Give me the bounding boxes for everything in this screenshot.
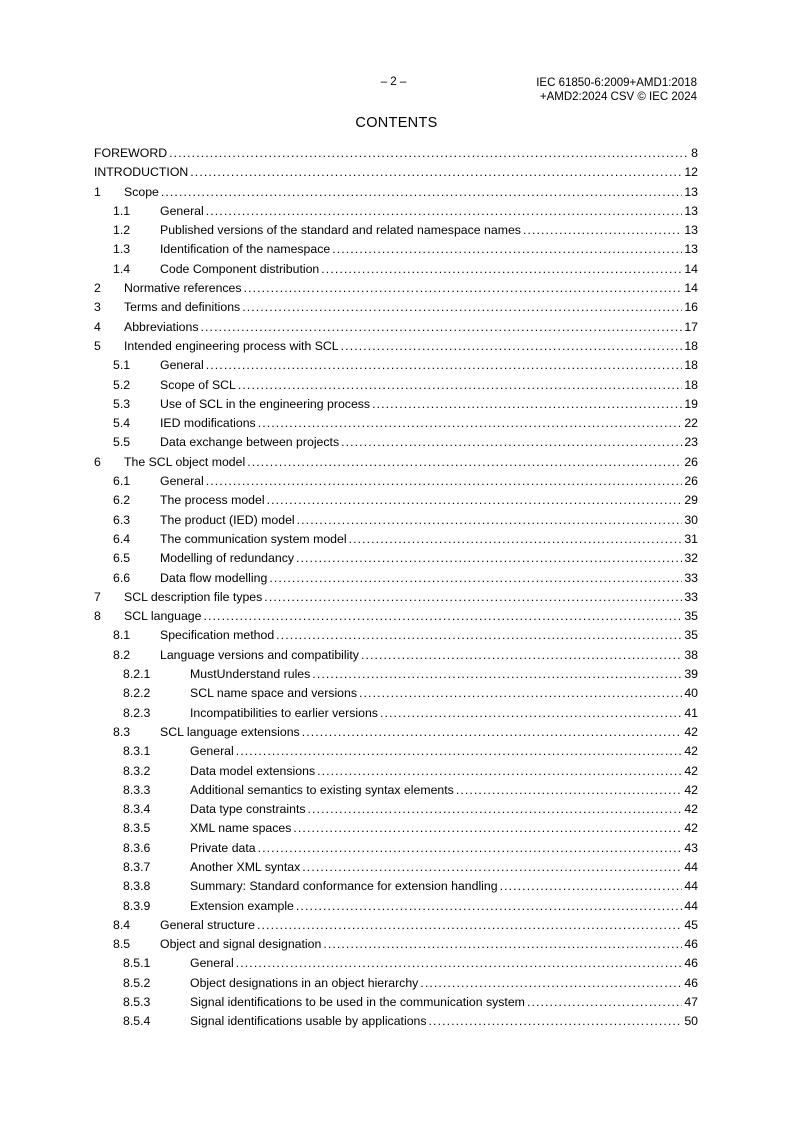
- toc-entry-page: 19: [684, 396, 698, 411]
- toc-entry[interactable]: [94, 764, 698, 783]
- toc-entry-title: Object designations in an object hierarchy: [190, 975, 419, 990]
- toc-entry-number: 1.1: [113, 203, 131, 218]
- toc-entry-title: Scope: [124, 184, 159, 199]
- toc-dot-leader: [258, 841, 683, 855]
- toc-entry-page: 31: [684, 531, 698, 546]
- toc-entry-title: The communication system model: [160, 531, 347, 546]
- toc-dot-leader: [236, 956, 683, 970]
- toc-dot-leader: [269, 571, 682, 585]
- toc-entry-number: 5.3: [113, 396, 131, 411]
- toc-entry[interactable]: [94, 300, 698, 319]
- toc-dot-leader: [523, 223, 682, 237]
- toc-dot-leader: [242, 300, 682, 314]
- toc-entry[interactable]: [94, 223, 698, 242]
- toc-entry-title: Another XML syntax: [190, 859, 301, 874]
- toc-entry-number: 8.2: [113, 647, 131, 662]
- toc-dot-leader: [349, 532, 683, 546]
- toc-entry-number: 5.2: [113, 377, 131, 392]
- toc-entry[interactable]: [94, 956, 698, 975]
- toc-entry[interactable]: [94, 628, 698, 647]
- toc-dot-leader: [206, 204, 683, 218]
- toc-entry-number: 8.5: [113, 937, 131, 952]
- toc-dot-leader: [456, 783, 682, 797]
- toc-entry-number: 1.2: [113, 223, 131, 238]
- toc-entry-number: 4: [94, 319, 101, 334]
- toc-entry-title: Normative references: [124, 281, 242, 296]
- toc-entry-page: 13: [684, 203, 698, 218]
- toc-dot-leader: [264, 590, 682, 604]
- toc-entry-title: Data flow modelling: [160, 570, 268, 585]
- toc-entry-title: Intended engineering process with SCL: [124, 338, 339, 353]
- toc-entry-number: 8.5.2: [123, 975, 151, 990]
- toc-dot-leader: [341, 339, 683, 353]
- toc-entry-page: 30: [684, 512, 698, 527]
- toc-dot-leader: [244, 281, 683, 295]
- toc-entry-title: IED modifications: [160, 416, 256, 431]
- toc-entry-page: 42: [684, 744, 698, 759]
- toc-dot-leader: [247, 455, 682, 469]
- toc-entry-number: 8.3.8: [123, 879, 151, 894]
- toc-entry-title: General: [190, 744, 234, 759]
- toc-entry-number: 8: [94, 609, 101, 624]
- toc-entry-page: 13: [684, 242, 698, 257]
- toc-entry[interactable]: [94, 281, 698, 300]
- toc-dot-leader: [420, 976, 682, 990]
- toc-dot-leader: [161, 185, 682, 199]
- toc-entry-number: 1: [94, 184, 101, 199]
- toc-entry[interactable]: [94, 416, 698, 435]
- toc-entry-number: 6.5: [113, 551, 131, 566]
- toc-entry-title: Terms and definitions: [124, 300, 241, 315]
- toc-entry-page: 22: [684, 416, 698, 431]
- toc-entry-page: 41: [684, 705, 698, 720]
- toc-entry-number: 5.1: [113, 358, 131, 373]
- toc-entry[interactable]: [94, 899, 698, 918]
- toc-entry-page: 17: [684, 319, 698, 334]
- toc-entry-page: 44: [684, 898, 698, 913]
- toc-entry-title: INTRODUCTION: [94, 165, 189, 180]
- toc-entry-title: General: [160, 358, 204, 373]
- toc-entry-page: 45: [684, 917, 698, 932]
- toc-entry-page: 46: [684, 956, 698, 971]
- toc-entry-title: Abbreviations: [124, 319, 199, 334]
- toc-dot-leader: [302, 725, 683, 739]
- toc-entry-number: 8.3.9: [123, 898, 151, 913]
- toc-dot-leader: [169, 146, 689, 160]
- toc-entry-number: 7: [94, 589, 101, 604]
- toc-entry[interactable]: [94, 783, 698, 802]
- toc-entry-page: 8: [691, 146, 698, 160]
- toc-entry-page: 50: [684, 1014, 698, 1029]
- toc-dot-leader: [190, 165, 682, 179]
- toc-entry-number: 5.4: [113, 416, 131, 431]
- toc-dot-leader: [308, 802, 683, 816]
- toc-entry-title: General: [190, 956, 234, 971]
- toc-dot-leader: [236, 744, 683, 758]
- toc-entry-number: 6.4: [113, 531, 131, 546]
- toc-entry-page: 33: [684, 589, 698, 604]
- toc-entry-page: 46: [684, 937, 698, 952]
- toc-entry-page: 44: [684, 879, 698, 894]
- toc-dot-leader: [296, 551, 682, 565]
- toc-entry-page: 18: [684, 358, 698, 373]
- toc-entry[interactable]: [94, 725, 698, 744]
- toc-entry[interactable]: [94, 204, 698, 223]
- toc-entry-title: Data exchange between projects: [160, 435, 340, 450]
- toc-dot-leader: [257, 918, 682, 932]
- toc-entry-title: Signal identifications usable by applications: [190, 1014, 427, 1029]
- toc-entry[interactable]: [94, 648, 698, 667]
- toc-entry-title: Code Component distribution: [160, 261, 320, 276]
- toc-entry-page: 14: [684, 261, 698, 276]
- toc-entry[interactable]: [94, 821, 698, 840]
- toc-entry-title: Use of SCL in the engineering process: [160, 396, 371, 411]
- toc-entry-number: 8.3.2: [123, 763, 151, 778]
- toc-entry[interactable]: [94, 937, 698, 956]
- toc-entry-number: 5: [94, 338, 101, 353]
- toc-entry-number: 8.3.7: [123, 859, 151, 874]
- toc-entry[interactable]: [94, 995, 698, 1014]
- toc-entry-page: 35: [684, 609, 698, 624]
- page-title: CONTENTS: [355, 115, 438, 131]
- toc-entry-page: 42: [684, 802, 698, 817]
- toc-dot-leader: [238, 378, 682, 392]
- toc-entry-number: 1.4: [113, 261, 131, 276]
- toc-entry-title: Identification of the namespace: [160, 242, 331, 257]
- toc-entry-title: SCL language extensions: [160, 724, 300, 739]
- toc-entry-page: 43: [684, 840, 698, 855]
- toc-entry-title: SCL language: [124, 609, 202, 624]
- toc-entry[interactable]: [94, 571, 698, 590]
- toc-entry-number: 8.3.5: [123, 821, 151, 836]
- toc-entry-page: 29: [684, 493, 698, 508]
- toc-entry[interactable]: [94, 455, 698, 474]
- toc-entry-number: 8.3.1: [123, 744, 151, 759]
- toc-entry-page: 42: [684, 724, 698, 739]
- toc-entry-page: 26: [684, 474, 698, 489]
- toc-dot-leader: [359, 686, 682, 700]
- toc-entry-number: 8.5.4: [123, 1014, 151, 1029]
- toc-entry[interactable]: [94, 551, 698, 570]
- toc-entry-title: General: [160, 474, 204, 489]
- toc-entry[interactable]: [94, 667, 698, 686]
- toc-entry-title: XML name spaces: [190, 821, 292, 836]
- toc-dot-leader: [341, 435, 682, 449]
- standard-designation: [536, 76, 697, 104]
- toc-entry[interactable]: [94, 493, 698, 512]
- toc-dot-leader: [201, 320, 683, 334]
- toc-entry-page: 47: [684, 995, 698, 1010]
- toc-dot-leader: [204, 609, 683, 623]
- toc-dot-leader: [297, 513, 683, 527]
- toc-dot-leader: [312, 667, 682, 681]
- toc-entry-page: 13: [684, 184, 698, 199]
- standard-line-2: +AMD2:2024 CSV © IEC 2024: [539, 91, 697, 103]
- toc-entry-title: The process model: [160, 493, 265, 508]
- toc-entry-page: 16: [684, 300, 698, 315]
- toc-entry-number: 2: [94, 281, 101, 296]
- toc-entry-page: 14: [684, 281, 698, 296]
- toc-entry-number: 6.2: [113, 493, 131, 508]
- toc-entry-title: Language versions and compatibility: [160, 647, 359, 662]
- toc-entry-number: 6.1: [113, 474, 131, 489]
- toc-entry-page: 44: [684, 859, 698, 874]
- toc-dot-leader: [500, 879, 683, 893]
- toc-entry[interactable]: [94, 146, 698, 165]
- table-of-contents: [94, 146, 698, 1034]
- toc-dot-leader: [332, 242, 682, 256]
- toc-dot-leader: [276, 628, 682, 642]
- toc-entry-number: 6.3: [113, 512, 131, 527]
- toc-entry-number: 8.3.4: [123, 802, 151, 817]
- toc-entry[interactable]: [94, 262, 698, 281]
- toc-entry-page: 12: [684, 165, 698, 180]
- toc-entry[interactable]: [94, 532, 698, 551]
- toc-entry-number: 6: [94, 454, 101, 469]
- toc-entry-number: 8.5.1: [123, 956, 151, 971]
- toc-entry-page: 39: [684, 667, 698, 682]
- toc-entry-title: Scope of SCL: [160, 377, 236, 392]
- toc-entry-page: 13: [684, 223, 698, 238]
- toc-entry[interactable]: [94, 513, 698, 532]
- toc-entry[interactable]: [94, 976, 698, 995]
- toc-entry-title: Private data: [190, 840, 256, 855]
- toc-entry[interactable]: [94, 358, 698, 377]
- toc-entry-page: 23: [684, 435, 698, 450]
- standard-line-1: IEC 61850-6:2009+AMD1:2018: [536, 77, 697, 89]
- toc-dot-leader: [323, 937, 682, 951]
- toc-entry-page: 18: [684, 338, 698, 353]
- toc-entry[interactable]: [94, 802, 698, 821]
- toc-entry-title: The product (IED) model: [160, 512, 295, 527]
- toc-entry[interactable]: [94, 744, 698, 763]
- toc-entry[interactable]: [94, 918, 698, 937]
- toc-entry-number: 8.4: [113, 917, 131, 932]
- toc-entry-title: Signal identifications to be used in the communication system: [190, 995, 525, 1010]
- toc-entry-title: General: [160, 203, 204, 218]
- toc-entry[interactable]: [94, 185, 698, 204]
- page-number-label: – 2 –: [380, 76, 407, 88]
- toc-entry-page: 32: [684, 551, 698, 566]
- toc-entry-page: 42: [684, 763, 698, 778]
- toc-entry-title: Summary: Standard conformance for extension handling: [190, 879, 498, 894]
- toc-dot-leader: [317, 764, 682, 778]
- toc-dot-leader: [361, 648, 682, 662]
- toc-entry[interactable]: [94, 435, 698, 454]
- toc-dot-leader: [380, 706, 682, 720]
- toc-entry-page: 42: [684, 821, 698, 836]
- toc-entry-title: Incompatibilities to earlier versions: [190, 705, 378, 720]
- toc-entry-title: FOREWORD: [94, 146, 168, 160]
- toc-entry-page: 18: [684, 377, 698, 392]
- toc-entry-number: 3: [94, 300, 101, 315]
- toc-entry-page: 46: [684, 975, 698, 990]
- toc-entry[interactable]: [94, 397, 698, 416]
- toc-entry-title: General structure: [160, 917, 256, 932]
- toc-dot-leader: [321, 262, 682, 276]
- toc-dot-leader: [293, 821, 682, 835]
- toc-entry-title: Data type constraints: [190, 802, 306, 817]
- toc-dot-leader: [206, 474, 683, 488]
- toc-entry[interactable]: [94, 320, 698, 339]
- toc-dot-leader: [302, 860, 682, 874]
- toc-dot-leader: [267, 493, 683, 507]
- toc-entry-title: The SCL object model: [124, 454, 246, 469]
- toc-entry[interactable]: [94, 879, 698, 898]
- toc-entry-number: 8.2.3: [123, 705, 151, 720]
- toc-entry-number: 8.3.6: [123, 840, 151, 855]
- toc-entry-number: 1.3: [113, 242, 131, 257]
- toc-entry[interactable]: [94, 165, 698, 184]
- toc-entry-number: 8.3: [113, 724, 131, 739]
- toc-entry-title: Published versions of the standard and related namespace names: [160, 223, 521, 238]
- toc-dot-leader: [206, 358, 683, 372]
- toc-entry-number: 8.1: [113, 628, 131, 643]
- toc-entry-number: 8.5.3: [123, 995, 151, 1010]
- toc-dot-leader: [296, 899, 682, 913]
- toc-entry[interactable]: [94, 242, 698, 261]
- toc-entry[interactable]: [94, 339, 698, 358]
- toc-dot-leader: [429, 1014, 683, 1028]
- toc-entry[interactable]: [94, 841, 698, 860]
- toc-entry-page: 42: [684, 782, 698, 797]
- toc-entry-title: SCL description file types: [124, 589, 263, 604]
- toc-entry-number: 8.2.1: [123, 667, 151, 682]
- toc-entry[interactable]: [94, 590, 698, 609]
- toc-entry[interactable]: [94, 686, 698, 705]
- toc-entry-title: Additional semantics to existing syntax elements: [190, 782, 454, 797]
- toc-entry-title: Object and signal designation: [160, 937, 322, 952]
- toc-entry[interactable]: [94, 474, 698, 493]
- toc-entry[interactable]: [94, 860, 698, 879]
- toc-dot-leader: [372, 397, 682, 411]
- toc-entry-title: Modelling of redundancy: [160, 551, 294, 566]
- toc-entry-number: 8.2.2: [123, 686, 151, 701]
- toc-entry-title: Extension example: [190, 898, 294, 913]
- toc-dot-leader: [527, 995, 682, 1009]
- toc-entry-title: MustUnderstand rules: [190, 667, 311, 682]
- toc-entry-number: 5.5: [113, 435, 131, 450]
- toc-entry[interactable]: [94, 706, 698, 725]
- toc-entry-page: 33: [684, 570, 698, 585]
- toc-entry-title: Data model extensions: [190, 763, 316, 778]
- toc-entry-title: SCL name space and versions: [190, 686, 358, 701]
- toc-entry[interactable]: [94, 1014, 698, 1033]
- toc-entry-title: Specification method: [160, 628, 275, 643]
- toc-entry-number: 6.6: [113, 570, 131, 585]
- toc-entry-page: 40: [684, 686, 698, 701]
- toc-entry-number: 8.3.3: [123, 782, 151, 797]
- toc-entry-page: 38: [684, 647, 698, 662]
- toc-entry[interactable]: [94, 378, 698, 397]
- toc-entry[interactable]: [94, 609, 698, 628]
- toc-entry-page: 35: [684, 628, 698, 643]
- toc-entry-page: 26: [684, 454, 698, 469]
- toc-dot-leader: [258, 416, 683, 430]
